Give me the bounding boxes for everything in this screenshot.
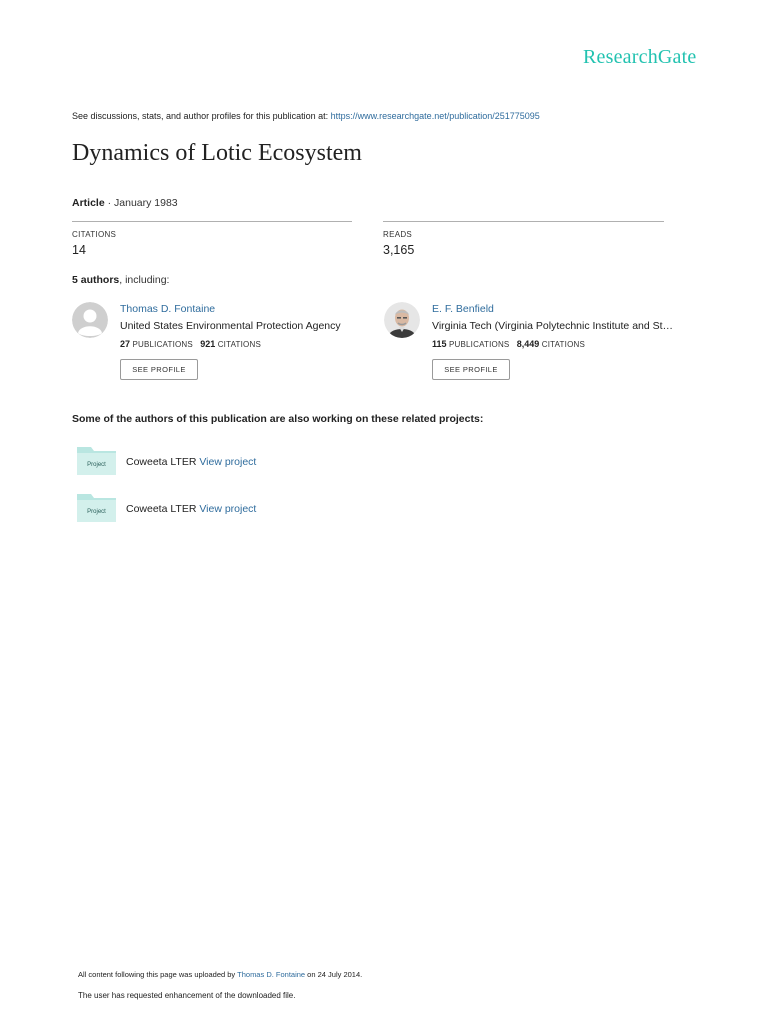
divider — [383, 221, 664, 222]
upload-suffix: on 24 July 2014. — [305, 970, 363, 979]
author-citations-label: CITATIONS — [541, 340, 585, 349]
related-projects-heading: Some of the authors of this publication are also working on these related projects: — [72, 413, 484, 425]
authors-count: 5 authors — [72, 274, 120, 286]
discussion-line — [72, 111, 540, 121]
author-stats — [432, 339, 585, 349]
project-folder-icon[interactable] — [76, 445, 118, 477]
project-entry — [126, 503, 256, 515]
author-publications-label: PUBLICATIONS — [132, 340, 193, 349]
publication-url-link[interactable]: https://www.researchgate.net/publication/251775095 — [330, 111, 540, 121]
see-profile-button[interactable]: SEE PROFILE — [120, 359, 198, 380]
author-citations-count: 921 — [200, 339, 216, 349]
uploader-link[interactable]: Thomas D. Fontaine — [237, 970, 306, 979]
publication-type: Article — [72, 197, 105, 209]
citations-label: CITATIONS — [72, 230, 117, 239]
project-entry — [126, 456, 256, 468]
author-name[interactable]: E. F. Benfield — [432, 303, 494, 315]
project-name: Coweeta LTER — [126, 503, 200, 515]
default-avatar-icon[interactable] — [72, 302, 108, 338]
project-icon-label: Project — [87, 462, 106, 468]
reads-label: READS — [383, 230, 413, 239]
project-icon-label: Project — [87, 509, 106, 515]
divider — [72, 221, 352, 222]
citations-value: 14 — [72, 243, 86, 257]
researchgate-logo[interactable]: ResearchGate — [583, 46, 697, 68]
author-citations-label: CITATIONS — [217, 340, 261, 349]
author-stats — [120, 339, 261, 349]
publication-meta — [72, 197, 178, 209]
authors-suffix: , including: — [119, 274, 170, 286]
view-project-link[interactable]: View project — [199, 503, 257, 515]
author-name[interactable]: Thomas D. Fontaine — [120, 303, 216, 315]
author-institution[interactable]: Virginia Tech (Virginia Polytechnic Institute and St… — [432, 320, 674, 332]
project-folder-icon[interactable] — [76, 492, 118, 524]
reads-value: 3,165 — [383, 243, 415, 257]
upload-prefix: All content following this page was uploaded by — [78, 970, 238, 979]
author-citations-count: 8,449 — [516, 339, 540, 349]
enhancement-note: The user has requested enhancement of the downloaded file. — [78, 991, 296, 1000]
author-photo[interactable] — [384, 302, 420, 338]
publication-title: Dynamics of Lotic Ecosystem — [72, 140, 362, 166]
authors-summary — [72, 274, 169, 286]
view-project-link[interactable]: View project — [199, 456, 257, 468]
publication-date: · January 1983 — [104, 197, 178, 209]
author-publications-label: PUBLICATIONS — [448, 340, 510, 349]
author-publications-count: 27 — [120, 339, 131, 349]
see-profile-button[interactable]: SEE PROFILE — [432, 359, 510, 380]
project-name: Coweeta LTER — [126, 456, 200, 468]
author-institution[interactable]: United States Environmental Protection Agency — [120, 320, 341, 332]
upload-note — [78, 970, 362, 979]
author-publications-count: 115 — [432, 339, 447, 349]
discussion-text: See discussions, stats, and author profiles for this publication at: — [72, 111, 331, 121]
